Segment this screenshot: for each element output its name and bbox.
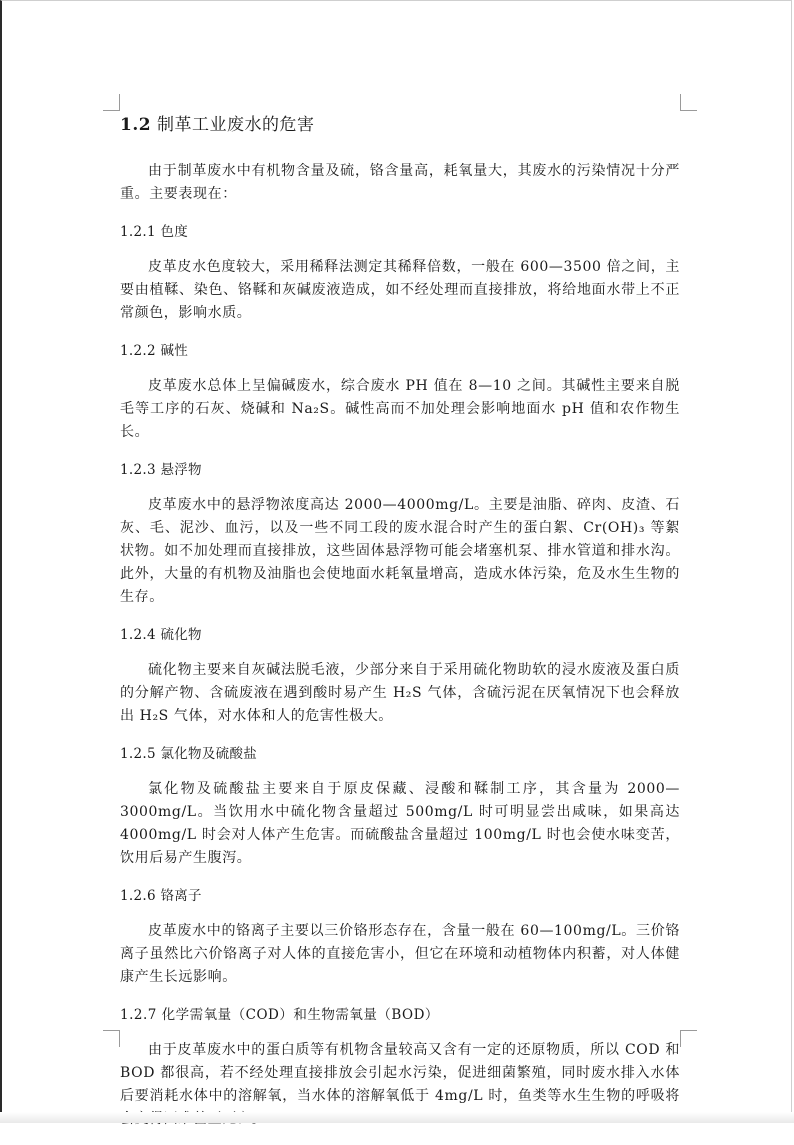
crop-mark-top-right xyxy=(680,94,697,111)
section-number: 1.2 xyxy=(120,115,152,135)
subsection-heading: 1.2.5 氯化物及硫酸盐 xyxy=(120,746,258,762)
page-bottom-shadow xyxy=(0,1112,794,1123)
subsection-color xyxy=(120,220,680,325)
subsection-chromium-ions xyxy=(120,884,680,989)
subsection-paragraph: 皮革皮水色度较大，采用稀释法测定其稀释倍数，一般在 600—3500 倍之间，主要由植鞣、染色、铬鞣和灰碱废液造成，如不经处理而直接排放，将给地面水带上不正常颜色，影响水质。 xyxy=(120,259,680,321)
crop-mark-bottom-right xyxy=(680,1030,697,1047)
subsection-paragraph: 皮革废水中的悬浮物浓度高达 2000—4000mg/L。主要是油脂、碎肉、皮渣、石灰、毛、泥沙、血污，以及一些不同工段的废水混合时产生的蛋白絮、Cr(OH)₃ 等絮状物。如不加处理而直接排放，这些固体悬浮物可能会堵塞机泵、排水管道和排水沟。此外，大量的有机物及油脂也会使地面水耗氧量增高，造成水体污染，危及水生生物的生存。 xyxy=(120,497,680,605)
subsection-paragraph: 由于皮革废水中的蛋白质等有机物含量较高又含有一定的还原物质，所以 COD 和 BOD 都很高，若不经处理直接排放会引起水污染，促进细菌繁殖，同时废水排入水体后要消耗水体中的溶解氧，当水体的溶解氧低于 4mg/L 时，鱼类等水生生物的呼吸将 xyxy=(120,1042,680,1104)
subsection-suspended-solids xyxy=(120,458,680,609)
subsection-heading: 1.2.4 硫化物 xyxy=(120,627,202,643)
crop-mark-top-left xyxy=(103,94,120,111)
document-body xyxy=(120,110,680,1145)
subsection-alkalinity xyxy=(120,339,680,444)
subsection-paragraph: 皮革废水总体上呈偏碱废水，综合废水 PH 值在 8—10 之间。其碱性主要来自脱毛等工序的石灰、烧碱和 Na₂S。碱性高而不加处理会影响地面水 pH 值和农作物生长。 xyxy=(120,378,680,440)
subsection-heading: 1.2.1 色度 xyxy=(120,224,189,240)
subsection-sulfides xyxy=(120,623,680,728)
crop-mark-bottom-left xyxy=(103,1030,120,1047)
section-title xyxy=(120,110,680,135)
intro-paragraph: 由于制革废水中有机物含量及硫，铬含量高，耗氧量大，其废水的污染情况十分严重。主要表现在： xyxy=(120,163,680,202)
subsection-paragraph: 皮革废水中的铬离子主要以三价铬形态存在，含量一般在 60—100mg/L。三价铬离子虽然比六价铬离子对人体的直接危害小，但它在环境和动植物体内积蓄，对人体健康产生长远影响。 xyxy=(120,923,680,985)
subsection-chlorides-sulfates xyxy=(120,742,680,870)
subsection-heading: 1.2.6 铬离子 xyxy=(120,888,202,904)
subsection-paragraph: 氯化物及硫酸盐主要来自于原皮保藏、浸酸和鞣制工序，其含量为 2000—3000mg/L。当饮用水中硫化物含量超过 500mg/L 时可明显尝出咸味，如果高达 4000mg/L 时会对人体产生危害。而硫酸盐含量超过 100mg/L 时也会使水味变苦，饮用后易产生腹泻。 xyxy=(120,781,680,866)
subsection-paragraph: 硫化物主要来自灰碱法脱毛液，少部分来自于采用硫化物助软的浸水废液及蛋白质的分解产物、含硫废液在遇到酸时易产生 H₂S 气体，含硫污泥在厌氧情况下也会释放出 H₂S 气体，对水体和人的危害性极大。 xyxy=(120,662,680,724)
section-title-text: 制革工业废水的危害 xyxy=(151,115,315,135)
subsection-heading: 1.2.2 碱性 xyxy=(120,343,189,359)
subsection-heading: 1.2.7 化学需氧量（COD）和生物需氧量（BOD） xyxy=(120,1007,439,1023)
subsection-heading: 1.2.3 悬浮物 xyxy=(120,462,202,478)
